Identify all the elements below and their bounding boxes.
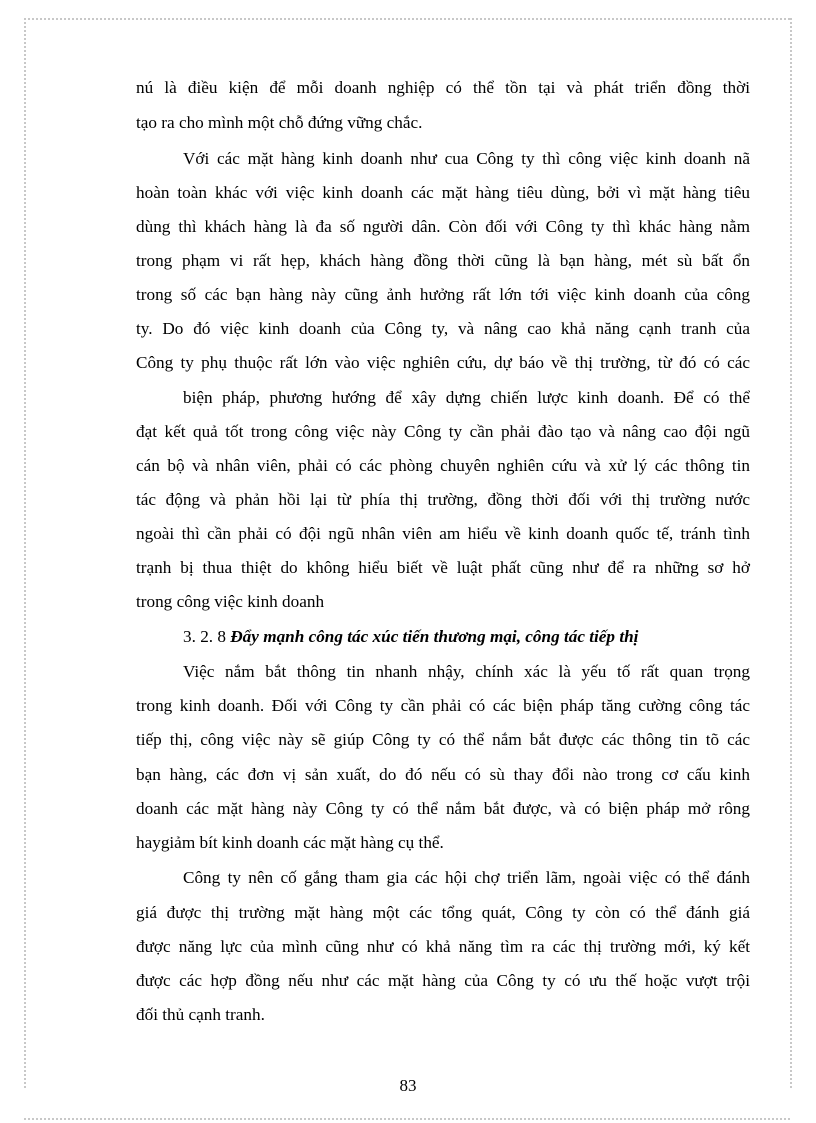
text-line: đạt kết quả tốt trong công việc này Công ty cần phải đào tạo và nâng cao đội ngũ bbox=[136, 422, 750, 441]
text-line: bạn hàng, các đơn vị sản xuất, do đó nếu có sù thay đổi nào trong cơ cấu kinh bbox=[136, 765, 750, 784]
text-line: Công ty phụ thuộc rất lớn vào việc nghiên cứu, dự báo về thị trường, từ đó có các bbox=[136, 353, 750, 372]
page-border-left bbox=[24, 18, 26, 1088]
text-line: Công ty nên cố gắng tham gia các hội chợ triển lãm, ngoài việc có thể đánh bbox=[183, 868, 750, 887]
text-line: doanh các mặt hàng này Công ty có thể nắm bắt được, và có biện pháp mở rông bbox=[136, 799, 750, 818]
text-line: trong công việc kinh doanh bbox=[136, 592, 325, 611]
text-line: tác động và phản hồi lại từ phía thị trường, đồng thời đối với thị trường nước bbox=[136, 490, 750, 509]
text-line: trong số các bạn hàng này cũng ảnh hưởng rất lớn tới việc kinh doanh của công bbox=[136, 285, 750, 304]
text-line: haygiảm bít kinh doanh các mặt hàng cụ thể. bbox=[136, 833, 444, 852]
section-title: Đẩy mạnh công tác xúc tiến thương mại, công tác tiếp thị bbox=[230, 627, 639, 646]
text-line: nú là điều kiện để mỗi doanh nghiệp có thể tồn tại và phát triển đồng thời bbox=[136, 78, 750, 97]
text-line: giá được thị trường mặt hàng một các tổng quát, Công ty còn có thể đánh giá bbox=[136, 903, 750, 922]
page-border-top bbox=[24, 18, 790, 20]
page-border-right bbox=[790, 18, 792, 1088]
section-heading bbox=[183, 626, 638, 648]
text-line: trong phạm vi rất hẹp, khách hàng đồng thời cũng là bạn hàng, mét sù bất ổn bbox=[136, 251, 750, 270]
text-line: tiếp thị, công việc này sẽ giúp Công ty có thể nắm bắt được các thông tin tõ các bbox=[136, 730, 750, 749]
text-line: được các hợp đồng nếu như các mặt hàng của Công ty có ưu thế hoặc vượt trội bbox=[136, 971, 750, 990]
section-number: 3. 2. 8 bbox=[183, 627, 226, 646]
text-line: ngoài thì cần phải có đội ngũ nhân viên am hiểu về kinh doanh quốc tế, tránh tình bbox=[136, 524, 750, 543]
text-line: Với các mặt hàng kinh doanh như cua Công ty thì công việc kinh doanh nã bbox=[183, 149, 750, 168]
page-border-bottom bbox=[24, 1118, 790, 1120]
text-line: dùng thì khách hàng là đa số người dân. Còn đối với Công ty thì khác hàng nằm bbox=[136, 217, 750, 236]
text-line: trạnh bị thua thiệt do không hiểu biết về luật phất cũng như để ra những sơ hở bbox=[136, 558, 750, 577]
text-line: Việc nắm bắt thông tin nhanh nhậy, chính xác là yếu tố rất quan trọng bbox=[183, 662, 750, 681]
text-line: ty. Do đó việc kinh doanh của Công ty, và nâng cao khả năng cạnh tranh của bbox=[136, 319, 750, 338]
text-line: cán bộ và nhân viên, phải có các phòng chuyên nghiên cứu và xử lý các thông tin bbox=[136, 456, 750, 475]
text-line: hoàn toàn khác với việc kinh doanh các mặt hàng tiêu dùng, bởi vì mặt hàng tiêu bbox=[136, 183, 750, 202]
text-line: trong kinh doanh. Đối với Công ty cần phải có các biện pháp tăng cường công tác bbox=[136, 696, 750, 715]
text-line: đối thủ cạnh tranh. bbox=[136, 1005, 265, 1024]
text-line: được năng lực của mình cũng như có khả năng tìm ra các thị trường mới, ký kết bbox=[136, 937, 750, 956]
page-number: 83 bbox=[399, 1076, 417, 1095]
text-line: tạo ra cho mình một chỗ đứng vững chắc. bbox=[136, 113, 423, 132]
text-line: biện pháp, phương hướng để xây dựng chiến lược kinh doanh. Để có thể bbox=[183, 388, 750, 407]
